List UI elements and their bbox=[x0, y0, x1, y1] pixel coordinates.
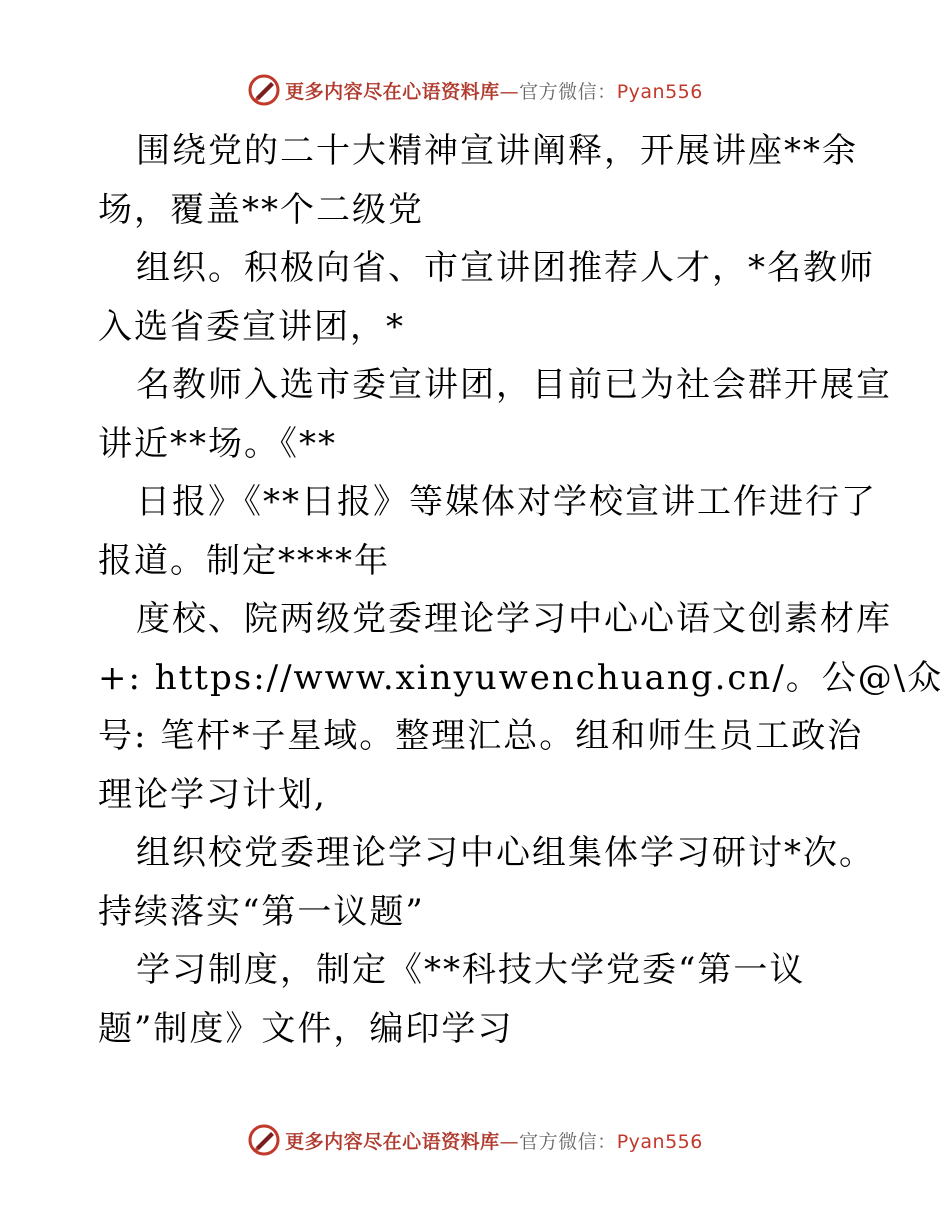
body-line: 度校、院两级党委理论学习中心心语文创素材库 bbox=[136, 599, 892, 639]
footer-wechat-label: 官方微信： bbox=[519, 1130, 617, 1153]
footer-banner bbox=[0, 1120, 950, 1160]
header-wechat-label: 官方微信： bbox=[519, 80, 617, 103]
body-line: +: https://www.xinyuwenchuang.cn/。公@\众 bbox=[98, 657, 944, 698]
header-site-name: 更多内容尽在心语资料库 bbox=[285, 80, 500, 103]
body-line: 报道。制定****年 bbox=[98, 540, 390, 581]
body-line: 组织校党委理论学习中心组集体学习研讨*次。 bbox=[136, 833, 875, 873]
footer-site-name: 更多内容尽在心语资料库 bbox=[285, 1130, 500, 1153]
body-line: 讲近**场。《** bbox=[98, 423, 337, 464]
body-line: 入选省委宣讲团，* bbox=[98, 306, 405, 347]
body-line: 组织。积极向省、市宣讲团推荐人才，*名教师 bbox=[136, 248, 875, 288]
footer-wechat-id: Pyan556 bbox=[616, 1130, 703, 1153]
body-line: 题”制度》文件，编印学习 bbox=[98, 1008, 514, 1049]
footer-dash: — bbox=[499, 1130, 520, 1153]
header-dash: — bbox=[499, 80, 520, 103]
pen-logo-icon bbox=[247, 73, 281, 107]
body-line: 号: 笔杆*子星域。整理汇总。组和师生员工政治 bbox=[98, 716, 864, 756]
body-line: 日报》《**日报》等媒体对学校宣讲工作进行了 bbox=[136, 482, 877, 522]
header-banner bbox=[0, 70, 950, 110]
header-text bbox=[285, 77, 703, 104]
body-line: 围绕党的二十大精神宣讲阐释，开展讲座**余 bbox=[136, 131, 858, 171]
body-line: 理论学习计划, bbox=[98, 774, 327, 815]
footer-text bbox=[285, 1127, 703, 1154]
body-line: 学习制度，制定《**科技大学党委“第一议 bbox=[136, 950, 806, 990]
body-line: 持续落实“第一议题” bbox=[98, 891, 425, 932]
body-line: 场，覆盖**个二级党 bbox=[98, 189, 424, 230]
pen-logo-icon bbox=[247, 1123, 281, 1157]
document-body bbox=[98, 122, 944, 1058]
header-wechat-id: Pyan556 bbox=[616, 80, 703, 103]
body-line: 名教师入选市委宣讲团，目前已为社会群开展宣 bbox=[136, 365, 892, 405]
